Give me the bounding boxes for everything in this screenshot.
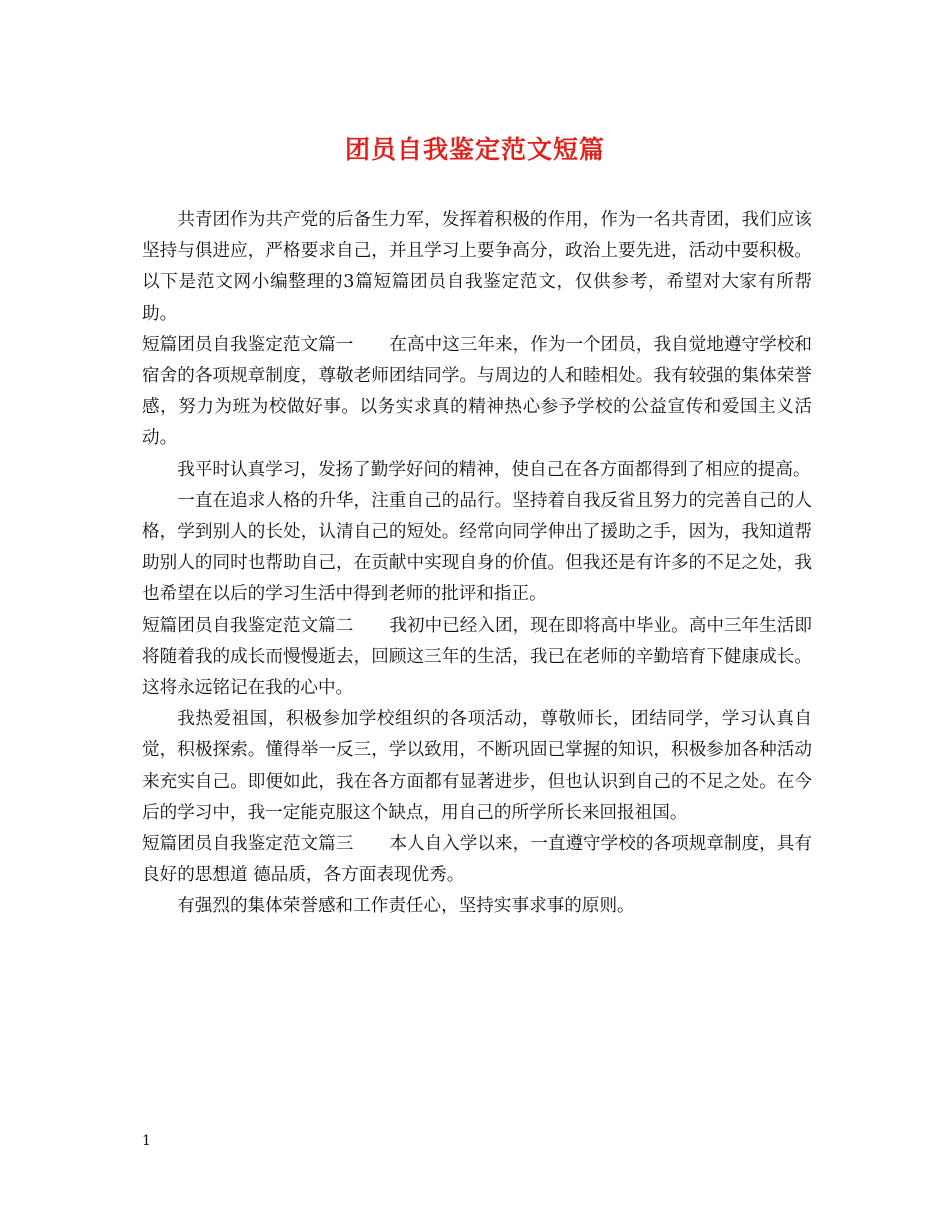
section-1-paragraph-2: 一直在追求人格的升华，注重自己的品行。坚持着自我反省且努力的完善自己的人格，学到别人的长处，认清自己的短处。经常向同学伸出了援助之手，因为，我知道帮助别人的同时也帮助自己，在贡献中实现自身的价值。但我还是有许多的不足之处，我也希望在以后的学习生活中得到老师的批评和指正。 bbox=[142, 490, 812, 605]
intro-paragraph: 共青团作为共产党的后备生力军，发挥着积极的作用，作为一名共青团，我们应该坚持与俱进应，严格要求自己，并且学习上要争高分，政治上要先进，活动中要积极。以下是范文网小编整理的3篇短篇团员自我鉴定范文，仅供参考，希望对大家有所帮助。 bbox=[142, 210, 812, 324]
section-3-heading: 短篇团员自我鉴定范文篇三 bbox=[142, 834, 354, 855]
section-3 bbox=[142, 829, 812, 891]
section-2-lead: 我初中已经入团，现在即将高中毕业。高中三年生活即将随着我的成长而慢慢逝去，回顾这三年的生活，我已在老师的辛勤培育下健康成长。这将永远铭记在我的心中。 bbox=[142, 615, 812, 699]
document-title: 团员自我鉴定范文短篇 bbox=[344, 135, 605, 164]
document-body bbox=[142, 205, 812, 923]
section-3-lead: 本人自入学以来，一直遵守学校的各项规章制度，具有良好的思想道 德品质，各方面表现优秀。 bbox=[142, 834, 812, 886]
page-number: 1 bbox=[142, 1133, 151, 1149]
section-1-paragraph-1: 我平时认真学习，发扬了勤学好问的精神，使自己在各方面都得到了相应的提高。 bbox=[177, 459, 811, 480]
section-1-heading: 短篇团员自我鉴定范文篇一 bbox=[142, 334, 354, 355]
section-3-paragraph-1: 有强烈的集体荣誉感和工作责任心，坚持实事求事的原则。 bbox=[177, 896, 635, 917]
section-2 bbox=[142, 611, 812, 705]
section-2-paragraph-1: 我热爱祖国，积极参加学校组织的各项活动，尊敬师长，团结同学，学习认真自觉，积极探索。懂得举一反三，学以致用，不断巩固已掌握的知识，积极参加各种活动来充实自己。即便如此，我在各方面都有显著进步，但也认识到自己的不足之处。在今后的学习中，我一定能克服这个缺点，用自己的所学所长来回报祖国。 bbox=[142, 709, 812, 823]
section-1 bbox=[142, 330, 812, 455]
section-1-lead: 在高中这三年来，作为一个团员，我自觉地遵守学校和宿舍的各项规章制度，尊敬老师团结同学。与周边的人和睦相处。我有较强的集体荣誉感，努力为班为校做好事。以务实求真的精神热心参予学校的公益宣传和爱国主义活动。 bbox=[142, 334, 812, 449]
section-2-heading: 短篇团员自我鉴定范文篇二 bbox=[142, 615, 354, 636]
